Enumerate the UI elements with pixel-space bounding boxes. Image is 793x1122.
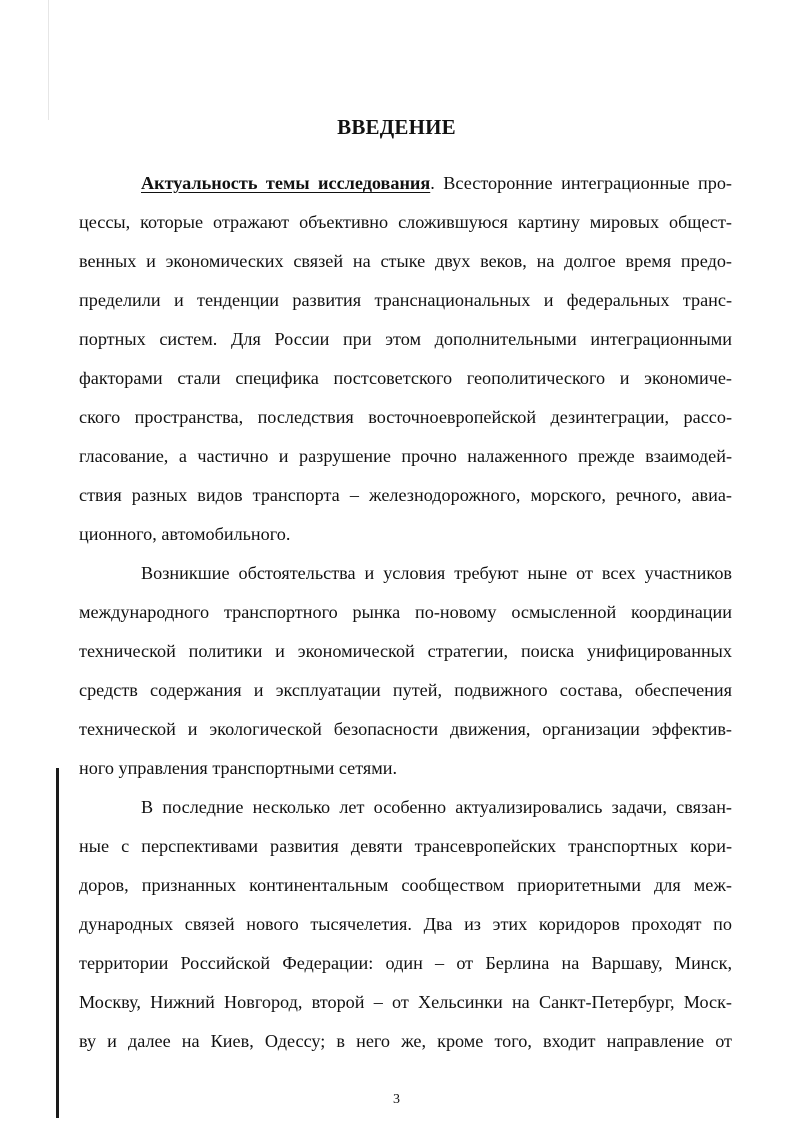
paragraph-line: портных систем. Для России при этом дополнительными интеграционными (79, 329, 732, 349)
paragraph-line: средств содержания и эксплуатации путей, подвижного состава, обеспечения (79, 680, 732, 700)
paragraph-line: доров, признанных континентальным сообществом приоритетными для меж- (79, 875, 732, 895)
scan-edge-left (56, 768, 59, 1118)
paragraph-relevance (79, 164, 732, 554)
paragraph-line: ного управления транспортными сетями. (79, 758, 398, 778)
paragraph-line (141, 164, 732, 203)
paragraph-corridors (79, 788, 732, 1061)
paragraph-line: ствия разных видов транспорта – железнодорожного, морского, речного, авиа- (79, 485, 732, 505)
paragraph-line: цессы, которые отражают объективно сложившуюся картину мировых общест- (79, 212, 732, 232)
paragraph-line: венных и экономических связей на стыке двух веков, на долгое время предо- (79, 251, 732, 271)
page-title: ВВЕДЕНИЕ (337, 115, 456, 139)
paragraph-line: технической политики и экономической стратегии, поиска унифицированных (79, 641, 732, 661)
paragraph-line: дународных связей нового тысячелетия. Два из этих коридоров проходят по (79, 914, 732, 934)
paragraph-line: пределили и тенденции развития транснациональных и федеральных транс- (79, 290, 732, 310)
page-number: 3 (393, 1092, 400, 1107)
paragraph-circumstances (79, 554, 732, 788)
line-text: . Всесторонние интеграционные про- (430, 173, 732, 193)
paragraph-line: международного транспортного рынка по-новому осмысленной координации (79, 602, 732, 622)
paragraph-line: Москву, Нижний Новгород, второй – от Хельсинки на Санкт-Петербург, Моск- (79, 992, 732, 1012)
topic-label: Актуальность темы исследования (141, 173, 431, 193)
paragraph-line: ные с перспективами развития девяти трансевропейских транспортных кори- (79, 836, 732, 856)
scan-edge-top (48, 0, 49, 120)
paragraph-line: ского пространства, последствия восточноевропейской дезинтеграции, рассо- (79, 407, 732, 427)
paragraph-line: ционного, автомобильного. (79, 524, 291, 544)
paragraph-line: технической и экологической безопасности движения, организации эффектив- (79, 719, 732, 739)
paragraph-line: гласование, а частично и разрушение прочно налаженного прежде взаимодей- (79, 446, 732, 466)
paragraph-line: В последние несколько лет особенно актуализировались задачи, связан- (141, 797, 732, 817)
paragraph-line: Возникшие обстоятельства и условия требуют ныне от всех участников (141, 563, 732, 583)
paragraph-line: факторами стали специфика постсоветского геополитического и экономиче- (79, 368, 732, 388)
paragraph-line: территории Российской Федерации: один – от Берлина на Варшаву, Минск, (79, 953, 732, 973)
paragraph-line: ву и далее на Киев, Одессу; в него же, кроме того, входит направление от (79, 1031, 732, 1051)
